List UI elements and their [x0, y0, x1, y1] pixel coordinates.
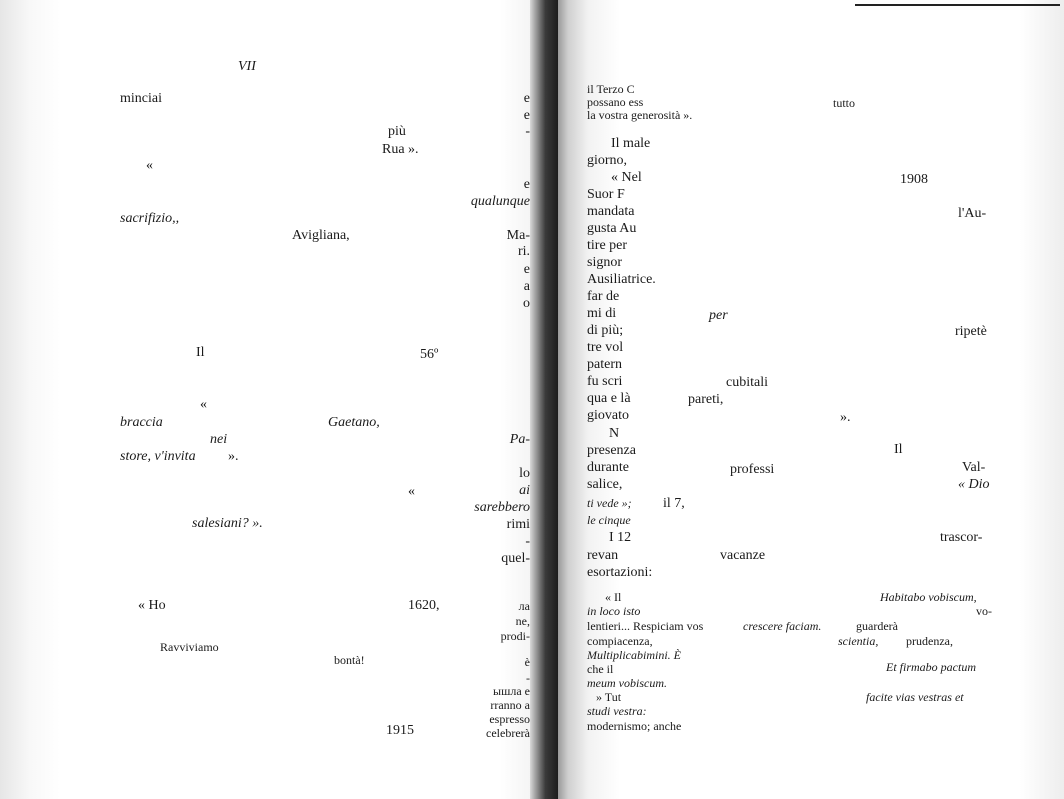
margin-fragment: prodi- — [500, 629, 530, 643]
margin-fragment: e — [523, 108, 530, 123]
margin-fragment: e — [523, 91, 530, 106]
right-line: ». — [840, 410, 851, 425]
right-line: revan — [587, 548, 619, 563]
margin-fragment: a — [523, 279, 530, 294]
margin-fragment: espresso — [489, 712, 530, 726]
right-line: Habitabo vobiscum, — [880, 590, 977, 604]
right-line: fu scri — [587, 374, 623, 389]
right-line: Val- — [962, 460, 986, 475]
right-line: giovato — [587, 408, 629, 423]
left-word: ». — [228, 449, 239, 464]
right-line: prudenza, — [906, 634, 953, 648]
right-line: 1908 — [900, 172, 928, 187]
right-line: meum vobiscum. — [587, 676, 667, 690]
right-line: Suor F — [587, 187, 625, 202]
right-line: le cinque — [587, 513, 631, 527]
right-line: possano ess — [587, 95, 644, 109]
right-line: qua e là — [587, 391, 631, 406]
left-word: nei — [210, 432, 228, 447]
right-line: crescere faciam. — [743, 619, 822, 633]
right-line: Ausiliatrice. — [587, 272, 656, 287]
right-line: ripetè — [955, 324, 987, 339]
right-line: durante — [587, 460, 629, 475]
left-word: bontà! — [334, 653, 365, 667]
right-line: Et firmabo pactum — [886, 660, 976, 674]
left-word: « — [146, 158, 153, 173]
margin-fragment: - — [525, 124, 530, 139]
right-line: pareti, — [688, 392, 724, 407]
right-line: compiacenza, — [587, 634, 653, 648]
margin-fragment: ла — [518, 599, 530, 613]
right-line: cubitali — [726, 375, 768, 390]
margin-fragment: ne, — [515, 614, 530, 628]
left-word: 1915 — [386, 723, 414, 738]
right-line: signor — [587, 255, 622, 270]
left-word: Avigliana, — [292, 228, 350, 243]
left-word: « — [200, 397, 207, 412]
left-word: minciai — [120, 91, 162, 106]
right-line: » Tut — [596, 690, 622, 704]
right-line: far de — [587, 289, 620, 304]
margin-fragment: rranno a — [490, 698, 530, 712]
margin-fragment: e — [523, 177, 530, 192]
right-line: di più; — [587, 323, 624, 338]
book-gutter — [530, 0, 558, 799]
margin-fragment: è — [524, 655, 530, 669]
margin-fragment: ri. — [517, 244, 530, 259]
right-line: studi vestra: — [587, 704, 647, 718]
right-line: I 12 — [609, 530, 632, 545]
right-line: per — [709, 308, 728, 323]
left-word: salesiani? ». — [192, 516, 263, 531]
right-line: « Il — [605, 590, 622, 604]
margin-fragment: quel- — [501, 551, 530, 566]
margin-fragment: celebrerà — [486, 726, 530, 740]
right-line: lentieri... Respiciam vos — [587, 619, 704, 633]
margin-fragment: lo — [519, 466, 530, 481]
right-line: in loco isto — [587, 604, 641, 618]
right-line: guarderà — [856, 619, 898, 633]
right-line: Il male — [611, 136, 651, 151]
right-line: il 7, — [663, 496, 685, 511]
margin-fragment: rimi — [506, 517, 530, 532]
margin-fragment: sarebbero — [474, 500, 530, 515]
right-line: salice, — [587, 477, 623, 492]
right-line: vo- — [976, 604, 992, 618]
margin-fragment: e — [523, 262, 530, 277]
right-line: il Terzo C — [587, 82, 635, 96]
right-line: mandata — [587, 204, 635, 219]
right-line: trascor- — [940, 530, 983, 545]
margin-fragment: - — [526, 671, 530, 685]
right-line: tire per — [587, 238, 628, 253]
right-line: patern — [587, 357, 622, 372]
right-line: gusta Au — [587, 221, 637, 236]
left-word: 1620, — [408, 598, 440, 613]
margin-fragment: qualunque — [470, 194, 530, 209]
margin-fragment: Ma- — [506, 228, 530, 243]
chapter-heading: VII — [238, 59, 256, 74]
right-line: tutto — [833, 96, 856, 110]
top-rule — [855, 4, 1060, 6]
margin-fragment: o — [523, 296, 530, 311]
margin-fragment: ышла e — [493, 684, 530, 698]
left-word: più — [388, 124, 406, 139]
right-line: professi — [730, 462, 775, 477]
right-line: tre vol — [587, 340, 624, 355]
margin-fragment: ai — [519, 483, 530, 498]
left-word: store, v'invita — [120, 449, 196, 464]
right-line: la vostra generosità ». — [587, 108, 693, 122]
margin-fragment: - — [525, 534, 530, 549]
right-line: scientia, — [838, 634, 879, 648]
right-line: mi di — [587, 306, 617, 321]
right-line: presenza — [587, 443, 636, 458]
right-line: giorno, — [587, 153, 628, 168]
left-word: Il — [196, 345, 205, 360]
left-word: braccia — [120, 415, 163, 430]
right-line: N — [609, 426, 620, 441]
right-line: « Dio — [958, 477, 990, 492]
right-line: « Nel — [611, 170, 642, 185]
right-line: esortazioni: — [587, 565, 653, 580]
right-line: l'Au- — [958, 206, 987, 221]
left-word: Rua ». — [382, 142, 419, 157]
right-line: ti vede »; — [587, 496, 632, 510]
right-line: modernismo; anche — [587, 719, 682, 733]
right-line: Il — [894, 442, 903, 457]
margin-fragment: Pa- — [509, 432, 530, 447]
left-word: sacrifizio,, — [120, 211, 180, 226]
right-line: vacanze — [720, 548, 766, 563]
left-word: Ravviviamo — [160, 640, 219, 654]
right-line: Multiplicabimini. È — [587, 648, 681, 662]
left-word: « — [408, 484, 415, 499]
left-word: « Ho — [138, 598, 166, 613]
right-line: che il — [587, 662, 614, 676]
left-word: Gaetano, — [328, 415, 380, 430]
left-word: 56º — [420, 347, 439, 362]
right-line: facite vias vestras et — [866, 690, 964, 704]
